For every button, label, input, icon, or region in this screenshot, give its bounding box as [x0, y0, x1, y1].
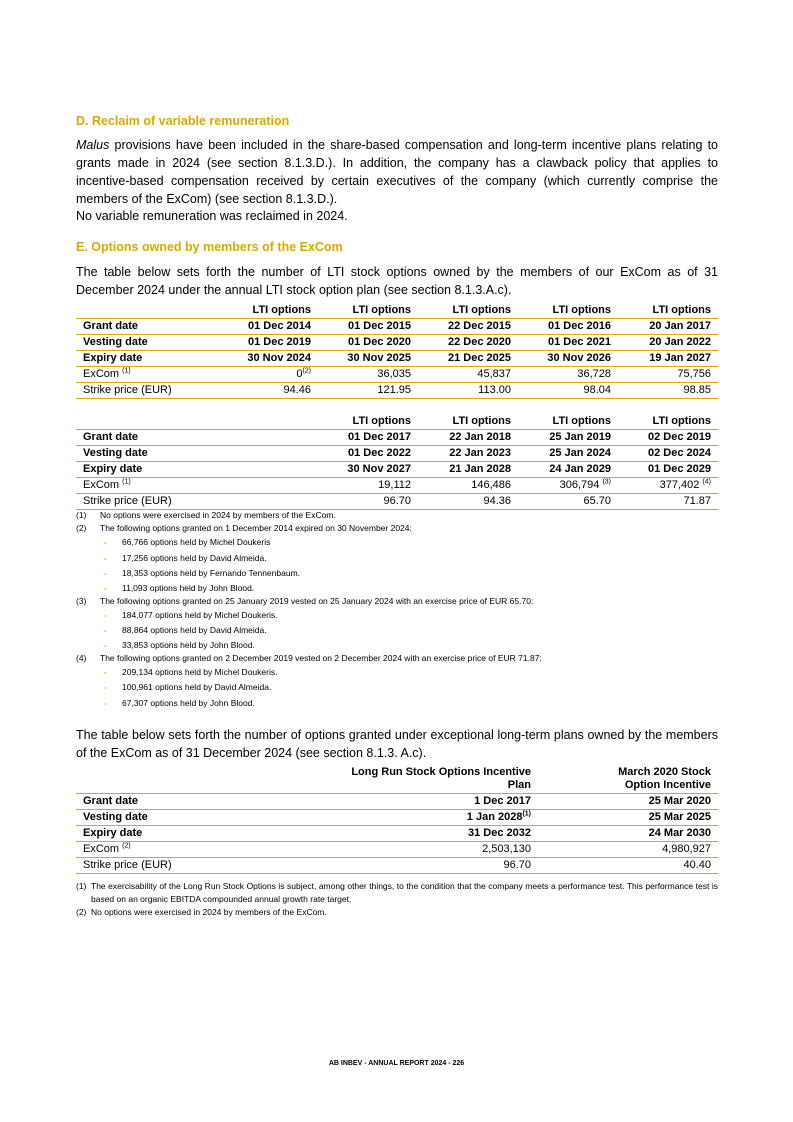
table-cell: 20 Jan 2017	[618, 319, 718, 335]
column-header: Long Run Stock Options Incentive Plan	[338, 766, 538, 794]
table-cell: 01 Dec 2019	[218, 335, 318, 351]
table-cell: 02 Dec 2024	[618, 446, 718, 462]
table-row	[76, 319, 718, 335]
table-header-row	[76, 414, 718, 430]
footnote-item: (4) The following options granted on 2 December 2019 vested on 2 December 2024 with an exercise price of EUR 71.87:	[76, 652, 542, 663]
column-header: March 2020 Stock Option Incentive	[538, 766, 718, 794]
table-cell: 24 Mar 2030	[538, 826, 718, 842]
table-cell: 19,112	[318, 478, 418, 494]
footnote-ref: (1)	[122, 367, 131, 375]
table-cell: 31 Dec 2032	[338, 826, 538, 842]
table-cell: 94.36	[418, 494, 518, 510]
list-item: - 209,134 options held by Michel Doukeris.	[104, 666, 278, 677]
table-row	[76, 351, 718, 367]
lti-options-table-2	[76, 414, 718, 510]
table-cell: 75,756	[618, 367, 718, 383]
table-cell: 30 Nov 2026	[518, 351, 618, 367]
table-cell: 98.04	[518, 383, 618, 399]
table-cell: 21 Jan 2028	[418, 462, 518, 478]
table-cell: 0$^{(2)}$	[218, 367, 318, 383]
table-cell: 01 Dec 2016	[518, 319, 618, 335]
table-cell: 25 Mar 2025	[538, 810, 718, 826]
table-cell: 02 Dec 2019	[618, 430, 718, 446]
list-item: - 18,353 options held by Fernando Tennenbaum.	[104, 568, 301, 578]
column-header: LTI options	[518, 303, 618, 319]
footnote-ref: (2)	[302, 367, 311, 375]
table-cell: 01 Dec 2020	[318, 335, 418, 351]
table-cell: 01 Dec 2015	[318, 319, 418, 335]
row-label: ExCom $^{(2)}$	[76, 842, 338, 858]
list-item: - 67,307 options held by John Blood.	[104, 697, 255, 708]
table-cell: 21 Dec 2025	[418, 351, 518, 367]
table-cell: 36,035	[318, 367, 418, 383]
footnote-ref: (1)	[522, 810, 531, 818]
table-cell: 45,837	[418, 367, 518, 383]
table-row	[76, 383, 718, 399]
table-row	[76, 858, 718, 874]
column-header: LTI options	[218, 303, 318, 319]
table-cell: 30 Nov 2027	[318, 462, 418, 478]
list-item: - 33,853 options held by John Blood.	[104, 639, 255, 650]
table-cell: 20 Jan 2022	[618, 335, 718, 351]
page-footer: AB INBEV - ANNUAL REPORT 2024 - 226	[328, 1060, 465, 1067]
table-cell: 24 Jan 2029	[518, 462, 618, 478]
row-label: Strike price (EUR)	[76, 383, 218, 399]
table-cell: 22 Jan 2018	[418, 430, 518, 446]
table-row	[76, 335, 718, 351]
table-cell: 4,980,927	[538, 842, 718, 858]
column-header: LTI options	[318, 414, 418, 430]
table-cell: 146,486	[418, 478, 518, 494]
list-item: - 11,093 options held by John Blood.	[104, 582, 255, 593]
column-header: LTI options	[318, 303, 418, 319]
table-cell: 377,402 $^{(4)}$	[618, 478, 718, 494]
table-row	[76, 794, 718, 810]
table-cell: 01 Dec 2014	[218, 319, 318, 335]
table-cell: 30 Nov 2025	[318, 351, 418, 367]
row-label: Strike price (EUR)	[76, 858, 338, 874]
column-header: LTI options	[418, 414, 518, 430]
footnote-ref: (3)	[602, 478, 611, 486]
table-cell: 94.46	[218, 383, 318, 399]
footnote-item: (1) No options were exercised in 2024 by members of the ExCom.	[76, 510, 336, 520]
table-cell: 30 Nov 2024	[218, 351, 318, 367]
footnote-item: (1) The exercisability of the Long Run Stock Options is subject, among other things, to the condition that the company meets a performance test. This performance test is based on an organic EBITDA compounded annual growth rate target.	[76, 881, 718, 904]
table-cell: 01 Dec 2021	[518, 335, 618, 351]
table-cell: 98.85	[618, 383, 718, 399]
list-item: - 17,256 options held by David Almeida.	[104, 552, 267, 563]
section-d-no-reclaim: No variable remuneration was reclaimed in 2024.	[76, 209, 348, 223]
row-label: Strike price (EUR)	[76, 494, 318, 510]
table-cell: 1 Jan 2028$^{(1)}$	[338, 810, 538, 826]
table-row	[76, 462, 718, 478]
column-header: LTI options	[618, 414, 718, 430]
footnote-ref: (4)	[702, 478, 711, 486]
row-label: Vesting date	[76, 335, 218, 351]
row-label: Grant date	[76, 430, 318, 446]
table-cell: 96.70	[338, 858, 538, 874]
list-item: - 66,766 options held by Michel Doukeris	[104, 537, 271, 547]
table-cell: 22 Dec 2020	[418, 335, 518, 351]
column-header: LTI options	[618, 303, 718, 319]
row-label: ExCom $^{(1)}$	[76, 367, 218, 383]
table-cell: 306,794 $^{(3)}$	[518, 478, 618, 494]
footnote-item: (2) The following options granted on 1 December 2014 expired on 30 November 2024:	[76, 523, 412, 533]
list-item: - 100,961 options held by David Almeida.	[104, 682, 272, 692]
table-cell: 71.87	[618, 494, 718, 510]
section-d-paragraph	[76, 136, 718, 208]
table-cell: 2,503,130	[338, 842, 538, 858]
table-cell: 40.40	[538, 858, 718, 874]
section-d-heading: D. Reclaim of variable remuneration	[76, 114, 290, 128]
exceptional-options-table	[76, 766, 718, 874]
footnotes-exceptional	[76, 880, 718, 919]
section-e-heading: E. Options owned by members of the ExCom	[76, 240, 343, 254]
malus-italic: Malus	[76, 138, 110, 152]
footnote-ref: (2)	[122, 842, 131, 850]
table-cell: 65.70	[518, 494, 618, 510]
table-cell: 22 Jan 2023	[418, 446, 518, 462]
table-header-row	[76, 766, 718, 794]
table-cell: 01 Dec 2017	[318, 430, 418, 446]
row-label: Expiry date	[76, 826, 338, 842]
table-row	[76, 842, 718, 858]
table-cell: 121.95	[318, 383, 418, 399]
table-row	[76, 826, 718, 842]
table-header-row	[76, 303, 718, 319]
table-row	[76, 367, 718, 383]
table-row	[76, 478, 718, 494]
table-cell: 113.00	[418, 383, 518, 399]
table-cell: 01 Dec 2029	[618, 462, 718, 478]
section-d-paragraph-text: provisions have been included in the share-based compensation and long-term incentive plans relating to grants made in 2024 (see section 8.1.3.D.). In addition, the company has a clawback policy that applies to incentive-based compensation received by certain executives of the company (which currently comprise the members of the ExCom) (see section 8.1.3.D.).	[76, 138, 718, 206]
table-cell: 01 Dec 2022	[318, 446, 418, 462]
table-cell: 25 Mar 2020	[538, 794, 718, 810]
row-label: Grant date	[76, 319, 218, 335]
table-cell: 19 Jan 2027	[618, 351, 718, 367]
column-header: LTI options	[518, 414, 618, 430]
table-cell: 36,728	[518, 367, 618, 383]
row-label: Expiry date	[76, 462, 318, 478]
column-header: LTI options	[418, 303, 518, 319]
footnote-item: (3) The following options granted on 25 January 2019 vested on 25 January 2024 with an exercise price of EUR 65.70:	[76, 595, 534, 606]
row-label: Vesting date	[76, 810, 338, 826]
table-cell: 25 Jan 2024	[518, 446, 618, 462]
footnotes-lti	[76, 509, 718, 711]
list-item: - 88,864 options held by David Almeida.	[104, 625, 267, 635]
row-label: Expiry date	[76, 351, 218, 367]
table-cell: 22 Dec 2015	[418, 319, 518, 335]
table-row	[76, 810, 718, 826]
row-label: ExCom $^{(1)}$	[76, 478, 318, 494]
table-cell: 1 Dec 2017	[338, 794, 538, 810]
row-label: Grant date	[76, 794, 338, 810]
section-e-intro-2: The table below sets forth the number of options granted under exceptional long-term plans owned by the members of the ExCom as of 31 December 2024 (see section 8.1.3. A.c).	[76, 728, 718, 760]
table-row	[76, 494, 718, 510]
footnote-ref: (1)	[122, 478, 131, 486]
row-label: Vesting date	[76, 446, 318, 462]
footnote-item: (2) No options were exercised in 2024 by members of the ExCom.	[76, 907, 327, 917]
section-e-intro: The table below sets forth the number of LTI stock options owned by the members of our ExCom as of 31 December 2024 under the annual LTI stock option plan (see section 8.1.3.A.c).	[76, 265, 718, 297]
lti-options-table-1	[76, 303, 718, 399]
table-row	[76, 446, 718, 462]
table-cell: 96.70	[318, 494, 418, 510]
list-item: - 184,077 options held by Michel Doukeris.	[104, 609, 278, 620]
table-row	[76, 430, 718, 446]
table-cell: 25 Jan 2019	[518, 430, 618, 446]
